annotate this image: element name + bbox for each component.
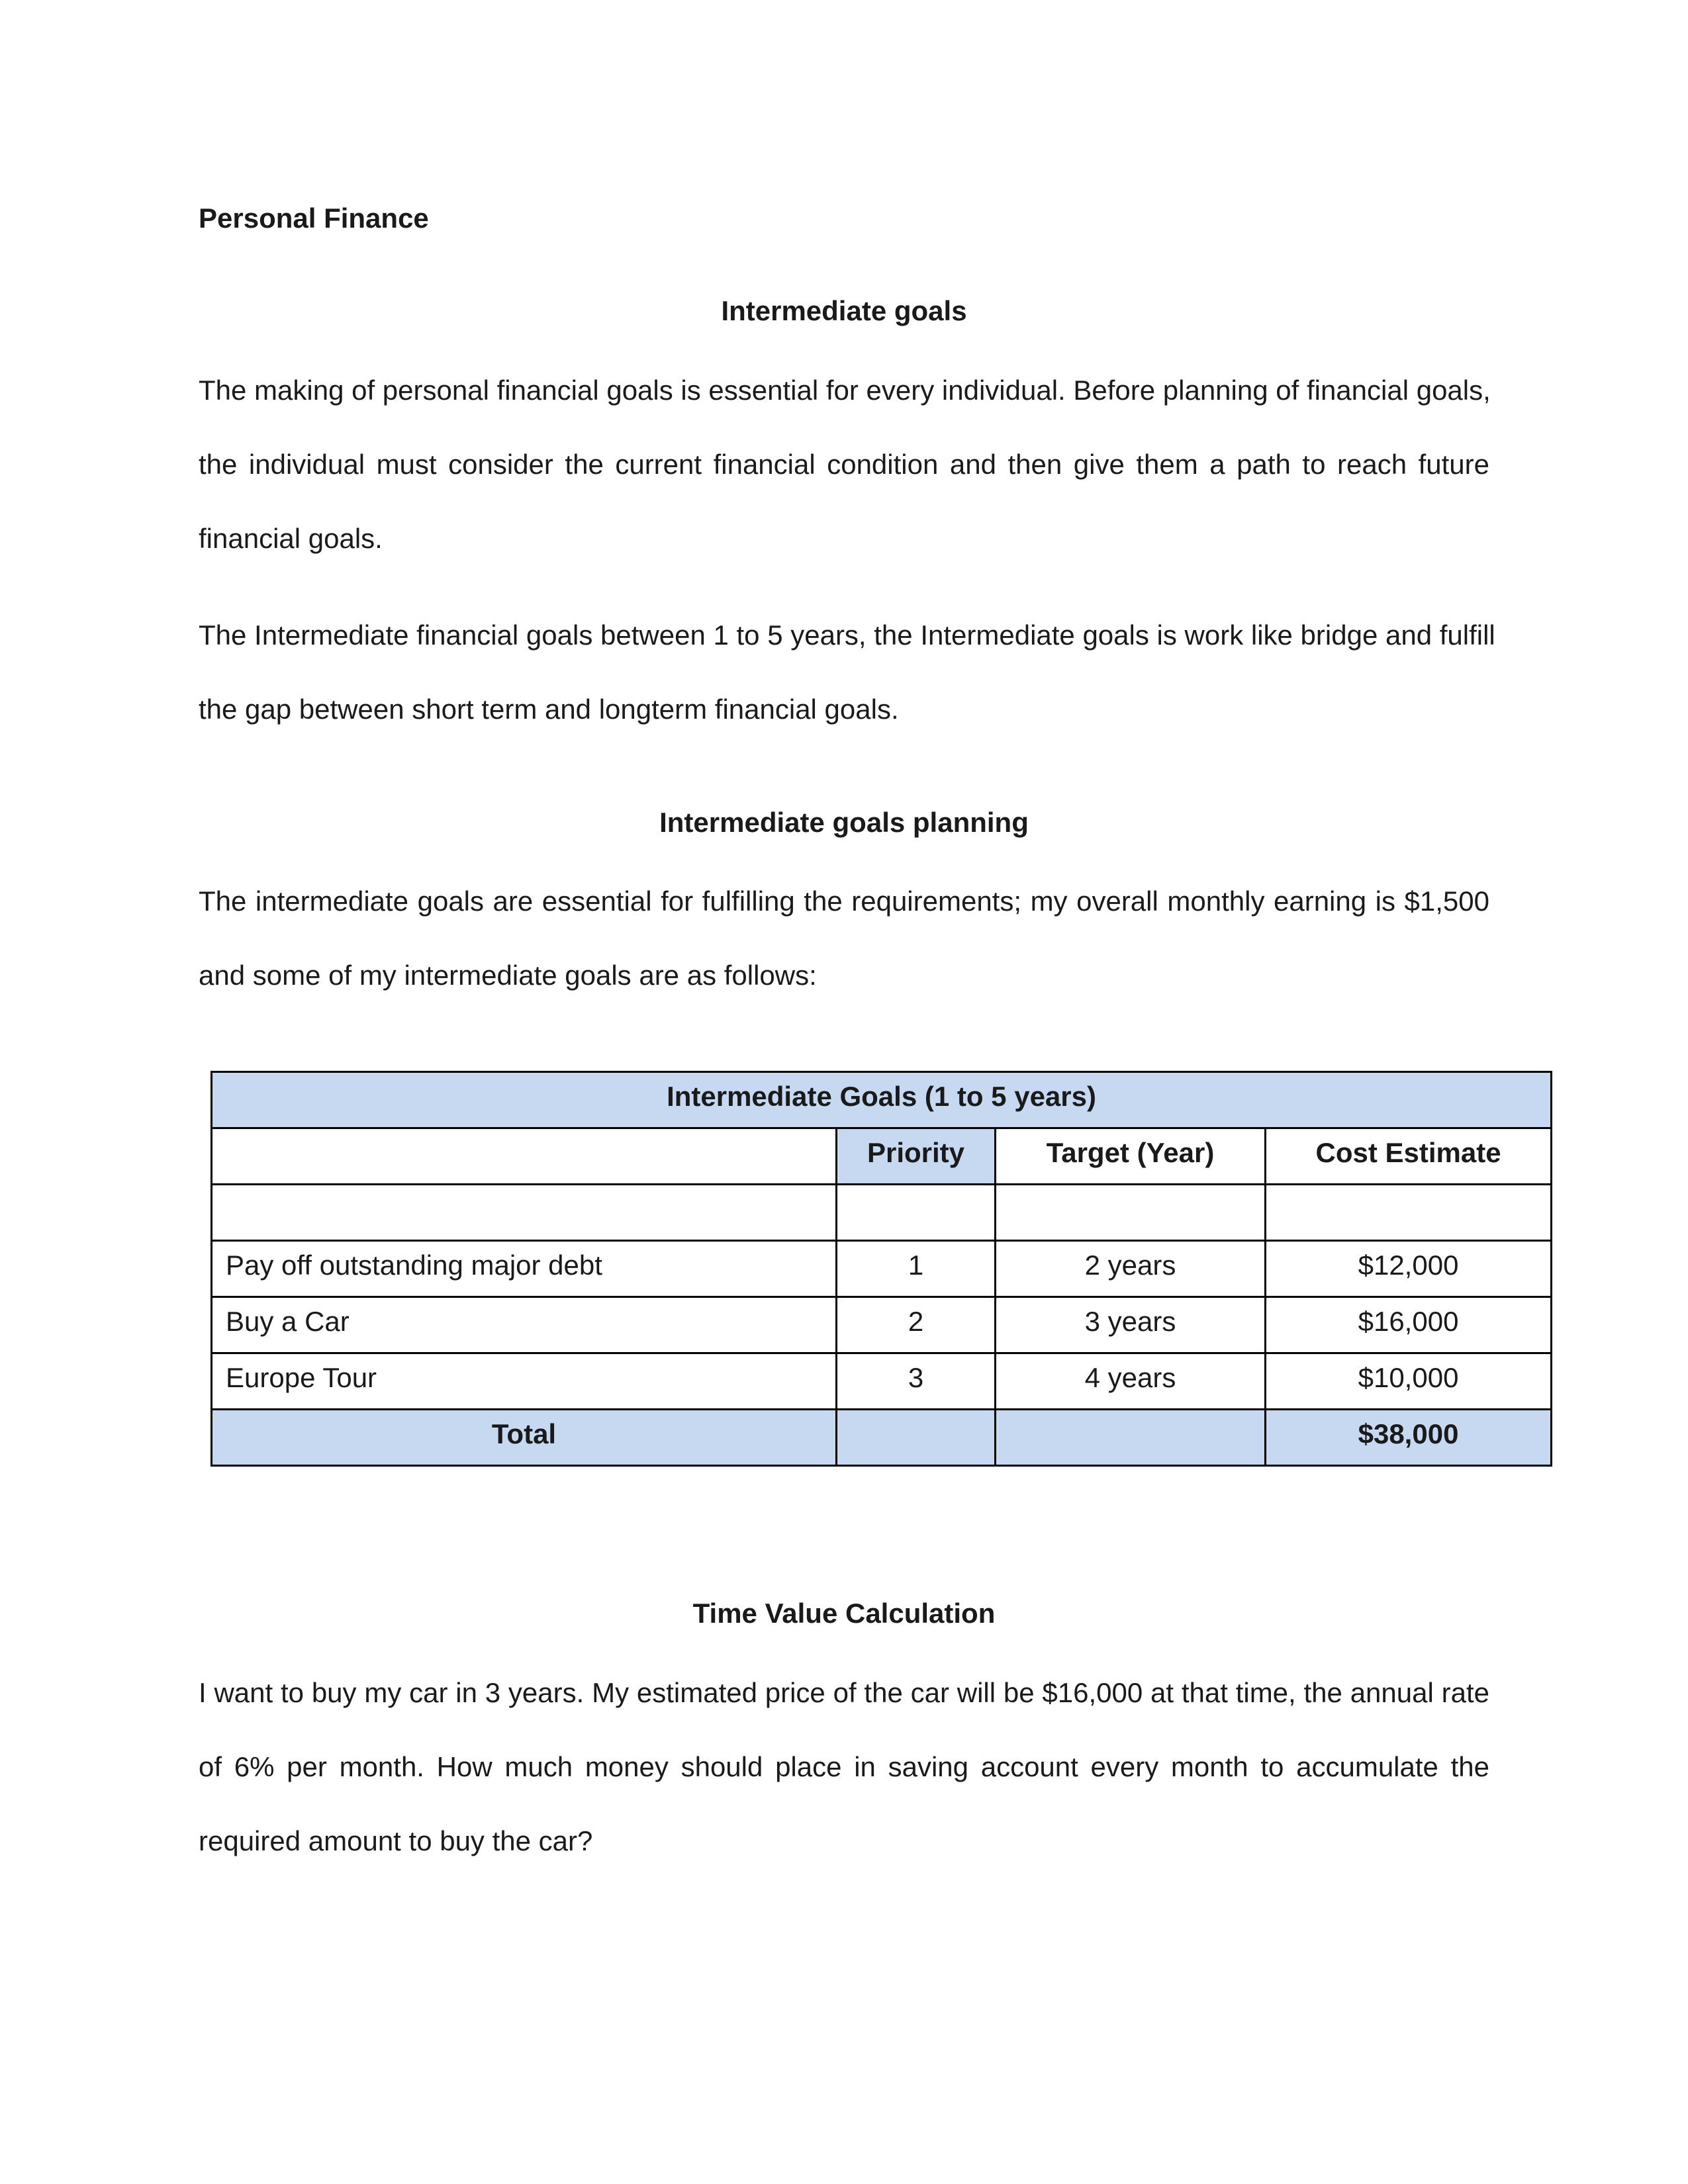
table-cell <box>837 1185 996 1241</box>
table-row <box>212 1185 1552 1241</box>
total-cost: $38,000 <box>1266 1410 1552 1466</box>
heading-goals-planning: Intermediate goals planning <box>659 807 1029 838</box>
target-cell: 3 years <box>996 1297 1266 1353</box>
goal-name-cell: Pay off outstanding major debt <box>212 1241 837 1297</box>
paragraph-1-line-1: The making of personal financial goals is essential for every individual. Before planning of financial goals, <box>199 375 1491 406</box>
goal-name-cell: Europe Tour <box>212 1353 837 1410</box>
table-cell <box>1266 1185 1552 1241</box>
table-row <box>212 1297 1552 1353</box>
cost-cell: $16,000 <box>1266 1297 1552 1353</box>
paragraph-1-line-3: financial goals. <box>199 523 383 554</box>
cost-cell: $10,000 <box>1266 1353 1552 1410</box>
header-cost-estimate: Cost Estimate <box>1266 1128 1552 1185</box>
table-row <box>212 1353 1552 1410</box>
table-cell <box>212 1185 837 1241</box>
total-cell-blank <box>996 1410 1266 1466</box>
paragraph-3-line-1: The intermediate goals are essential for fulfilling the requirements; my overall monthly earning is $1,500 <box>199 886 1489 917</box>
paragraph-1-line-2: the individual must consider the current financial condition and then give them a path to reach future <box>199 449 1489 480</box>
paragraph-2-line-2: the gap between short term and longterm financial goals. <box>199 694 899 725</box>
paragraph-2-line-1: The Intermediate financial goals between 1 to 5 years, the Intermediate goals is work like bridge and fulfill <box>199 619 1495 651</box>
header-cell-blank <box>212 1128 837 1185</box>
paragraph-4-line-2: of 6% per month. How much money should place in saving account every month to accumulate the <box>199 1751 1489 1782</box>
table-caption: Intermediate Goals (1 to 5 years) <box>212 1072 1552 1128</box>
paragraph-4 <box>199 1656 1489 1878</box>
table-header-row <box>212 1128 1552 1185</box>
cost-cell: $12,000 <box>1266 1241 1552 1297</box>
paragraph-2 <box>199 598 1495 747</box>
paragraph-3 <box>199 864 1489 1013</box>
header-target-year: Target (Year) <box>996 1128 1266 1185</box>
table-cell <box>996 1185 1266 1241</box>
paragraph-1 <box>199 353 1489 576</box>
heading-intermediate-goals: Intermediate goals <box>721 295 967 326</box>
header-priority: Priority <box>837 1128 996 1185</box>
target-cell: 2 years <box>996 1241 1266 1297</box>
heading-time-value: Time Value Calculation <box>692 1598 996 1629</box>
goal-name-cell: Buy a Car <box>212 1297 837 1353</box>
total-cell-blank <box>837 1410 996 1466</box>
priority-cell: 2 <box>837 1297 996 1353</box>
table-total-row <box>212 1410 1552 1466</box>
paragraph-4-line-1: I want to buy my car in 3 years. My estimated price of the car will be $16,000 at that time, the annual rate <box>199 1677 1489 1708</box>
target-cell: 4 years <box>996 1353 1266 1410</box>
priority-cell: 1 <box>837 1241 996 1297</box>
priority-cell: 3 <box>837 1353 996 1410</box>
table-row <box>212 1241 1552 1297</box>
paragraph-4-line-3: required amount to buy the car? <box>199 1825 593 1856</box>
table-caption-row <box>212 1072 1552 1128</box>
total-label: Total <box>212 1410 837 1466</box>
intermediate-goals-table <box>211 1071 1552 1467</box>
document-title: Personal Finance <box>199 203 429 234</box>
paragraph-3-line-2: and some of my intermediate goals are as follows: <box>199 960 817 991</box>
